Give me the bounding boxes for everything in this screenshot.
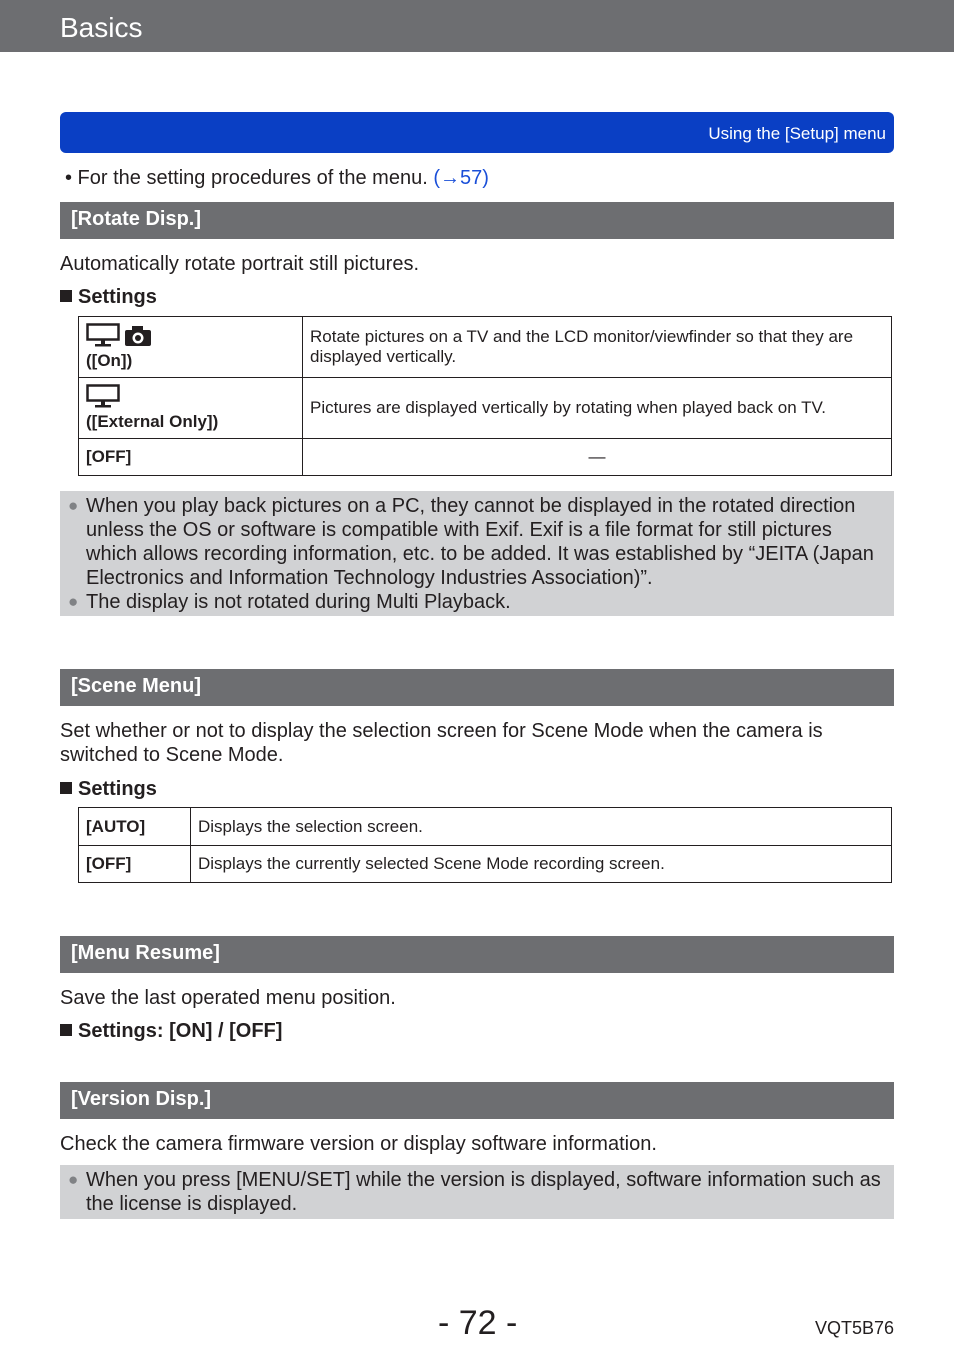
square-bullet-icon xyxy=(60,290,72,302)
page-number: - 72 - xyxy=(438,1304,518,1342)
table-row xyxy=(79,439,892,476)
setting-key-off: [OFF] xyxy=(79,846,191,883)
rotate-disp-description: Automatically rotate portrait still pictures. xyxy=(60,253,420,275)
menu-resume-heading: [Menu Resume] xyxy=(60,936,894,973)
scene-settings-label: Settings xyxy=(60,778,157,801)
setting-key-auto: [AUTO] xyxy=(79,808,191,846)
setting-value-off: — xyxy=(303,439,892,476)
top-header-bar xyxy=(0,0,954,52)
tv-icon xyxy=(86,384,120,408)
bullet-dot-icon: ● xyxy=(68,1170,79,1189)
table-row xyxy=(79,846,892,883)
note-item: ● The display is not rotated during Multi Playback. xyxy=(68,591,511,613)
document-code: VQT5B76 xyxy=(814,1318,894,1338)
table-row xyxy=(79,378,892,439)
scene-menu-heading: [Scene Menu] xyxy=(60,669,894,706)
setting-value-on: Rotate pictures on a TV and the LCD monitor/viewfinder so that they are displayed vertically. xyxy=(303,317,892,378)
version-disp-heading: [Version Disp.] xyxy=(60,1082,894,1119)
square-bullet-icon xyxy=(60,1024,72,1036)
table-row xyxy=(79,317,892,378)
table-row xyxy=(79,808,892,846)
menu-resume-description: Save the last operated menu position. xyxy=(60,987,396,1009)
resume-settings-label: Settings: [ON] / [OFF] xyxy=(60,1020,282,1043)
menu-banner xyxy=(60,112,894,153)
tv-icon xyxy=(86,323,120,347)
section-title: Basics xyxy=(60,12,143,43)
setting-key-off: [OFF] xyxy=(79,439,303,476)
bullet-dot-icon: ● xyxy=(68,496,79,515)
square-bullet-icon xyxy=(60,782,72,794)
camera-icon xyxy=(124,325,152,347)
intro-note xyxy=(65,167,489,190)
intro-text: • For the setting procedures of the menu. xyxy=(65,167,434,189)
setting-key-external-only: ([External Only]) xyxy=(79,378,303,439)
rotate-settings-label: Settings xyxy=(60,286,157,309)
version-disp-description: Check the camera firmware version or display software information. xyxy=(60,1133,657,1155)
setting-value-off: Displays the currently selected Scene Mode recording screen. xyxy=(191,846,892,883)
scene-menu-description: Set whether or not to display the selection screen for Scene Mode when the camera is switched to Scene Mode. xyxy=(60,720,823,766)
version-notes-box xyxy=(60,1165,894,1219)
note-item: ● When you play back pictures on a PC, they cannot be displayed in the rotated direction unless the OS or software is compatible with Exif. Exif is a file format for still pictures which allows recording information, etc. to be added. It was established by “JEITA (Japan Electronics and Information Technology Industries Association)”. xyxy=(68,495,874,589)
rotate-disp-heading: [Rotate Disp.] xyxy=(60,202,894,239)
bullet-dot-icon: ● xyxy=(68,592,79,611)
note-item: ● When you press [MENU/SET] while the version is displayed, software information such as the license is displayed. xyxy=(68,1169,881,1215)
menu-banner-label: Using the [Setup] menu xyxy=(708,124,886,143)
setting-value-auto: Displays the selection screen. xyxy=(191,808,892,846)
rotate-settings-table xyxy=(78,316,892,476)
setting-value-external-only: Pictures are displayed vertically by rotating when played back on TV. xyxy=(303,378,892,439)
rotate-notes-box xyxy=(60,491,894,616)
scene-settings-table xyxy=(78,807,892,883)
page-reference-link[interactable]: (→57) xyxy=(433,167,489,189)
setting-key-on: ([On]) xyxy=(79,317,303,378)
